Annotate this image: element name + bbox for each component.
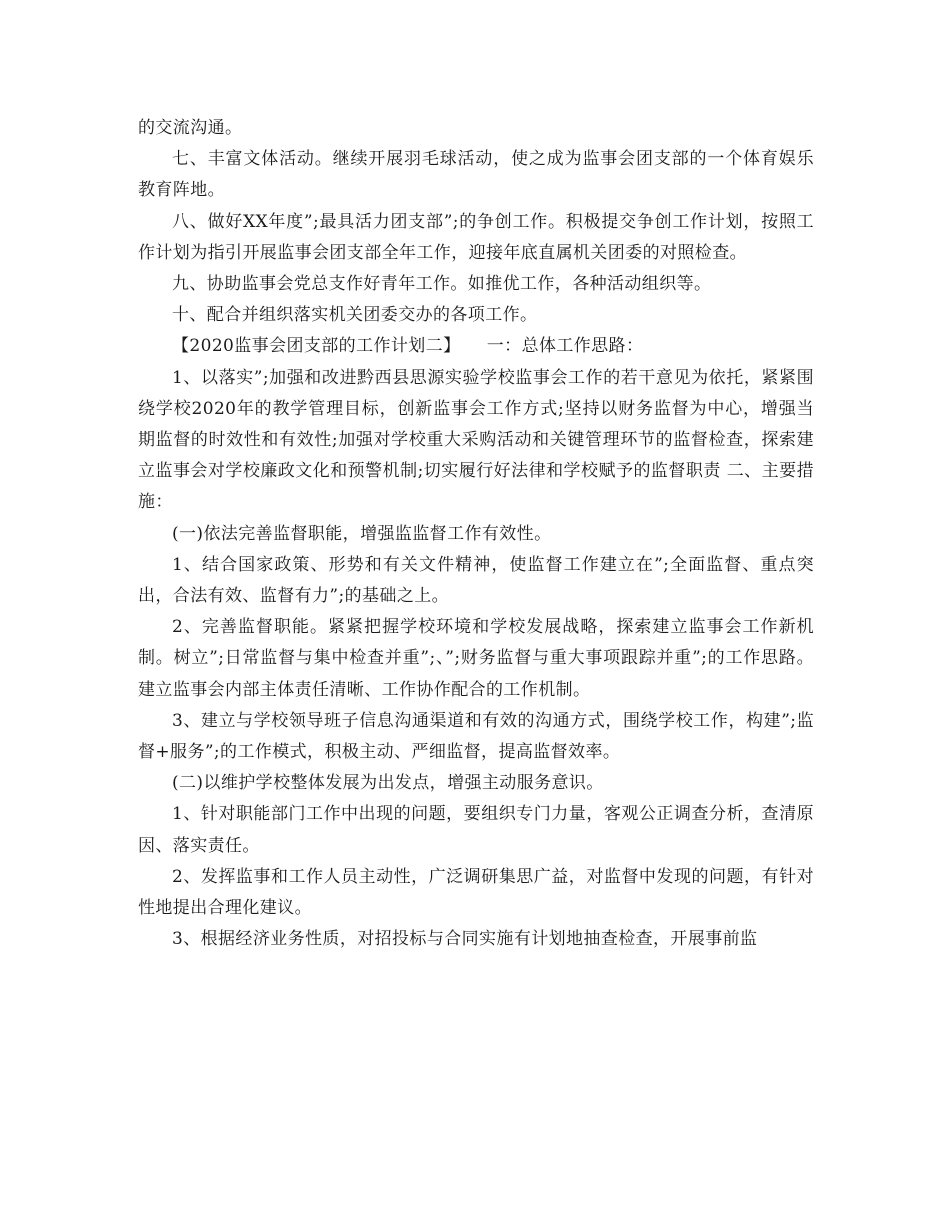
document-body	[138, 113, 814, 955]
paragraph: (二)以维护学校整体发展为出发点，增强主动服务意识。	[172, 773, 604, 794]
paragraph: 的交流沟通。	[138, 118, 243, 138]
paragraph: 八、做好XX年度”;最具活力团支部”;的争创工作。积极提交争创工作计划，按照工作计划为指引开展监事会团支部全年工作，迎接年底直属机关团委的对照检查。	[138, 211, 814, 263]
paragraph: 2、完善监督职能。紧紧把握学校环境和学校发展战略，探索建立监事会工作新机制。树立”;日常监督与集中检查并重”;、”;财务监督与重大事项跟踪并重”;的工作思路。建立监事会内部主体责任清晰、工作协作配合的工作机制。	[138, 617, 814, 700]
paragraph: 1、以落实”;加强和改进黔西县思源实验学校监事会工作的若干意见为依托，紧紧围绕学校2020年的教学管理目标，创新监事会工作方式;坚持以财务监督为中心，增强当期监督的时效性和有效性;加强对学校重大采购活动和关键管理环节的监督检查，探索建立监事会对学校廉政文化和预警机制;切实履行好法律和学校赋予的监督职责 二、主要措施：	[138, 367, 814, 513]
paragraph: 九、协助监事会党总支作好青年工作。如推优工作，各种活动组织等。	[172, 274, 712, 295]
paragraph: 2、发挥监事和工作人员主动性，广泛调研集思广益，对监督中发现的问题，有针对性地提出合理化建议。	[138, 866, 814, 919]
paragraph: 十、配合并组织落实机关团委交办的各项工作。	[172, 305, 538, 326]
paragraph: 1、结合国家政策、形势和有关文件精神，使监督工作建立在”;全面监督、重点突出，合法有效、监督有力”;的基础之上。	[138, 554, 814, 607]
paragraph: (一)依法完善监督职能，增强监监督工作有效性。	[172, 523, 552, 544]
paragraph: 3、建立与学校领导班子信息沟通渠道和有效的沟通方式，围绕学校工作，构建”;监督+服务”;的工作模式，积极主动、严细监督，提高监督效率。	[138, 710, 814, 763]
section-heading: 【2020监事会团支部的工作计划二】 一：总体工作思路：	[172, 336, 644, 357]
paragraph: 七、丰富文体活动。继续开展羽毛球活动，使之成为监事会团支部的一个体育娱乐教育阵地。	[138, 149, 814, 201]
paragraph: 3、根据经济业务性质，对招投标与合同实施有计划地抽查检查，开展事前监	[172, 929, 758, 950]
paragraph: 1、针对职能部门工作中出现的问题，要组织专门力量，客观公正调查分析，查清原因、落实责任。	[138, 804, 814, 856]
